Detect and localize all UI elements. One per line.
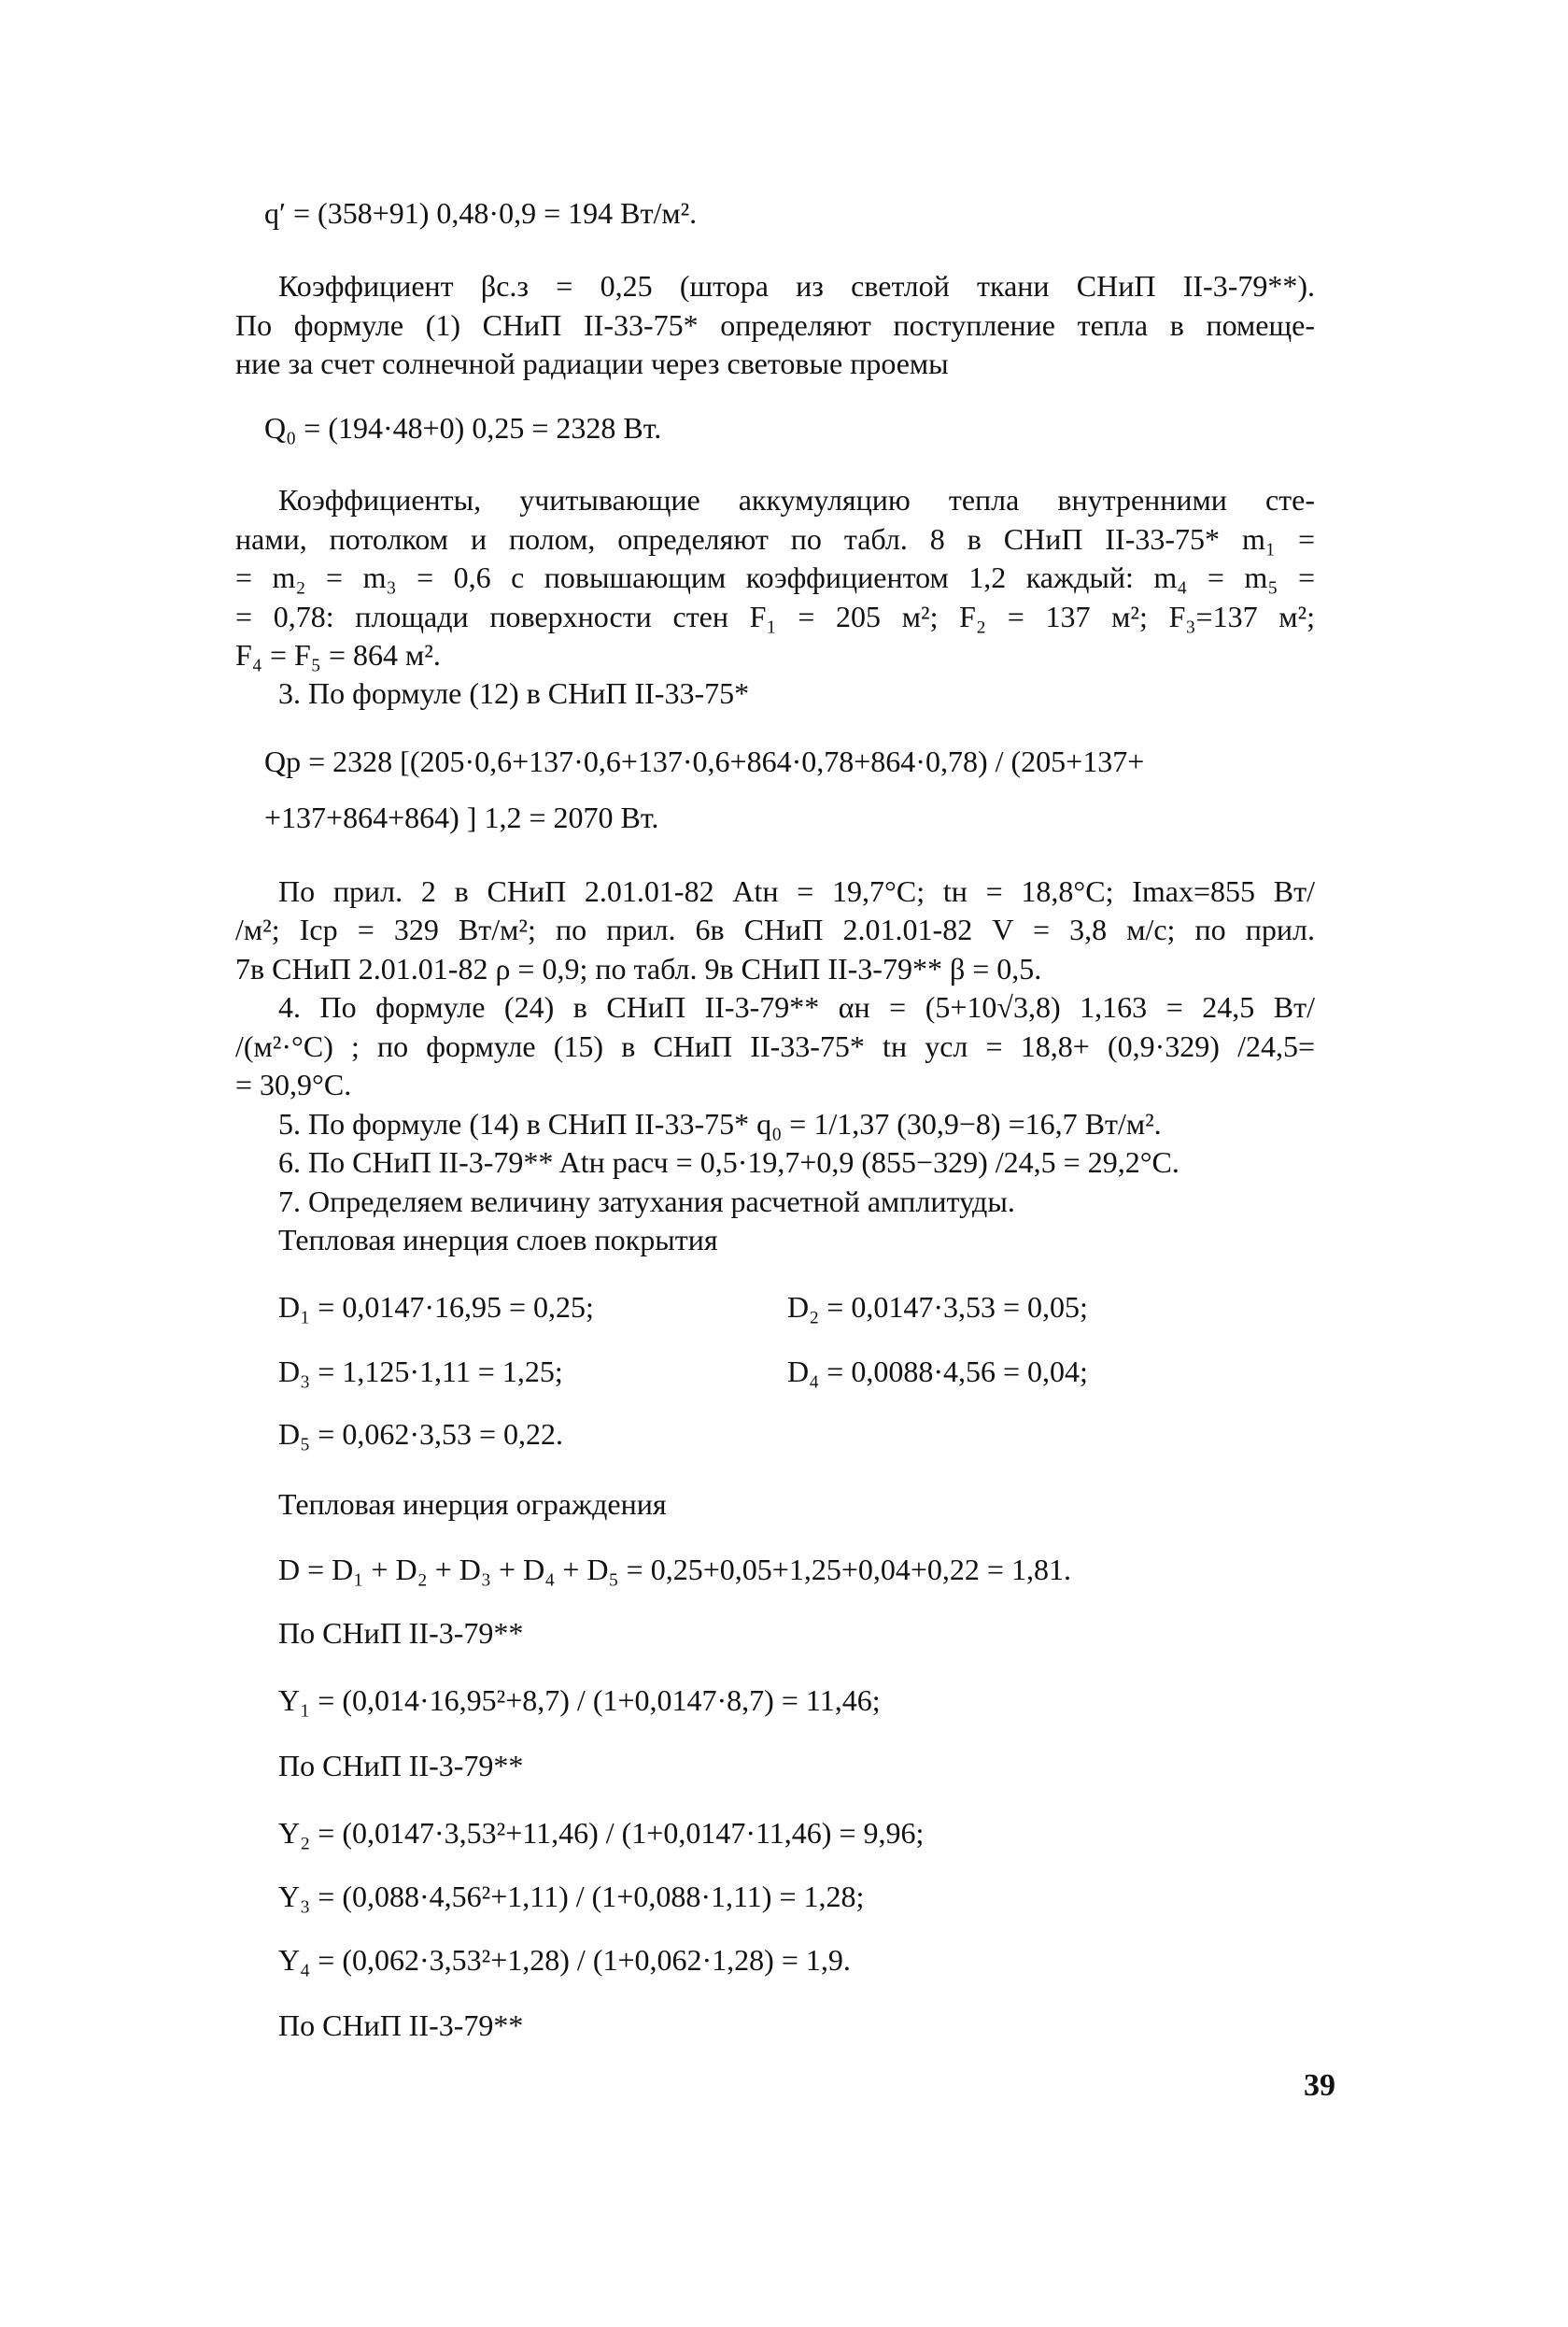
page-number: 39: [1304, 2068, 1335, 2103]
paragraph-line: = m₂ = m₃ = 0,6 с повышающим коэффициентом 1,2 каждый: m₄ = m₅ =: [235, 560, 1315, 594]
subheading-layer-inertia: Тепловая инерция слоев покрытия: [278, 1223, 718, 1256]
step-5-line: 5. По формуле (14) в СНиП II-33-75* q₀ = 1/1,37 (30,9−8) =16,7 Вт/м².: [278, 1107, 1162, 1141]
paragraph-line: = 0,78: площади поверхности стен F₁ = 205 м²; F₂ = 137 м²; F₃=137 м²;: [235, 600, 1315, 633]
formula-q0: Q₀ = (194·48+0) 0,25 = 2328 Вт.: [264, 411, 662, 445]
paragraph-line: Коэффициент βс.з = 0,25 (штора из светлой ткани СНиП II-3-79**).: [278, 269, 1315, 303]
paragraph-line: ние за счет солнечной радиации через световые проемы: [235, 347, 949, 380]
subheading-enclosure-inertia: Тепловая инерция ограждения: [278, 1487, 667, 1521]
paragraph-line: = 30,9°С.: [235, 1068, 352, 1101]
formula-d-total: D = D₁ + D₂ + D₃ + D₄ + D₅ = 0,25+0,05+1,25+0,04+0,22 = 1,81.: [278, 1553, 1071, 1586]
formula-y4: Y₄ = (0,062·3,53²+1,28) / (1+0,062·1,28) = 1,9.: [278, 1943, 851, 1977]
formula-d2: D₂ = 0,0147·3,53 = 0,05;: [787, 1290, 1088, 1324]
formula-q-prime: q′ = (358+91) 0,48·0,9 = 194 Вт/м².: [264, 196, 698, 230]
step-3-heading: 3. По формуле (12) в СНиП II-33-75*: [278, 676, 750, 710]
paragraph-line: По прил. 2 в СНиП 2.01.01-82 Atн = 19,7°С; tн = 18,8°С; Imax=855 Вт/: [278, 874, 1315, 908]
formula-qr: Qр = 2328 [(205·0,6+137·0,6+137·0,6+864·0,78+864·0,78) / (205+137+: [264, 745, 1145, 778]
formula-y2: Y₂ = (0,0147·3,53²+11,46) / (1+0,0147·11,46) = 9,96;: [278, 1816, 925, 1850]
formula-d4: D₄ = 0,0088·4,56 = 0,04;: [787, 1355, 1088, 1388]
formula-d1: D₁ = 0,0147·16,95 = 0,25;: [278, 1290, 594, 1324]
formula-d5: D₅ = 0,062·3,53 = 0,22.: [278, 1417, 564, 1451]
paragraph-line: 4. По формуле (24) в СНиП II-3-79** αн = (5+10√3,8) 1,163 = 24,5 Вт/: [278, 990, 1315, 1024]
paragraph-line: 7в СНиП 2.01.01-82 ρ = 0,9; по табл. 9в СНиП II-3-79** β = 0,5.: [235, 952, 1042, 986]
paragraph-line: /(м²·°С) ; по формуле (15) в СНиП II-33-75* tн усл = 18,8+ (0,9·329) /24,5=: [235, 1029, 1315, 1063]
step-6-line: 6. По СНиП II-3-79** Atн расч = 0,5·19,7+0,9 (855−329) /24,5 = 29,2°С.: [278, 1145, 1180, 1179]
formula-d3: D₃ = 1,125·1,11 = 1,25;: [278, 1355, 563, 1388]
paragraph-line: нами, потолком и полом, определяют по табл. 8 в СНиП II-33-75* m₁ =: [235, 522, 1315, 556]
step-7-line: 7. Определяем величину затухания расчетной амплитуды.: [278, 1185, 1015, 1218]
reference-snip: По СНиП II-3-79**: [278, 2008, 524, 2042]
paragraph-line: Коэффициенты, учитывающие аккумуляцию тепла внутренними сте-: [278, 483, 1315, 517]
paragraph-line: По формуле (1) СНиП II-33-75* определяют поступление тепла в помеще-: [235, 308, 1315, 342]
formula-y1: Y₁ = (0,014·16,95²+8,7) / (1+0,0147·8,7) = 11,46;: [278, 1683, 881, 1717]
paragraph-line: F₄ = F₅ = 864 м².: [235, 638, 441, 672]
formula-y3: Y₃ = (0,088·4,56²+1,11) / (1+0,088·1,11) = 1,28;: [278, 1880, 865, 1913]
reference-snip: По СНиП II-3-79**: [278, 1616, 524, 1650]
paragraph-line: /м²; Iср = 329 Вт/м²; по прил. 6в СНиП 2.01.01-82 V = 3,8 м/с; по прил.: [235, 913, 1315, 946]
formula-qr-continued: +137+864+864) ] 1,2 = 2070 Вт.: [264, 801, 659, 834]
reference-snip: По СНиП II-3-79**: [278, 1749, 524, 1782]
